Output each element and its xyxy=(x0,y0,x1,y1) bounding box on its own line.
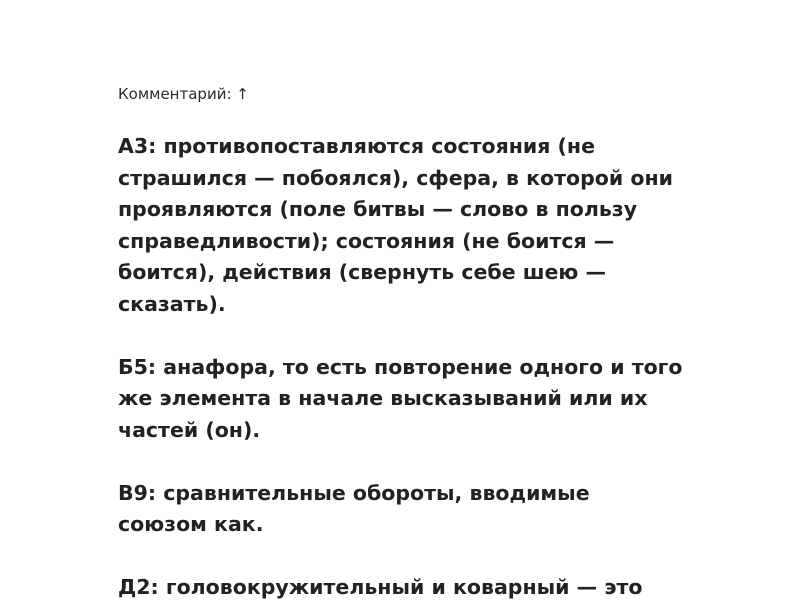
paragraph-key: А3: xyxy=(118,134,157,158)
paragraph-line: головокружительный и коварный — это xyxy=(158,575,643,599)
comment-label: Комментарий: ↑ xyxy=(118,85,249,103)
paragraph-line: справедливости); состояния (не боится — xyxy=(118,228,615,253)
paragraph-line: страшился — побоялся), сфера, в которой они xyxy=(118,165,673,190)
paragraph-a3 xyxy=(118,131,758,320)
paragraph-key: Д2: xyxy=(118,575,159,599)
paragraph-line: противопоставляются состояния (не xyxy=(156,134,595,158)
paragraph-line: сказать). xyxy=(118,291,226,316)
paragraph-line: проявляются (поле битвы — слово в пользу xyxy=(118,197,638,221)
paragraph-line: сравнительные обороты, вводимые xyxy=(156,480,590,505)
paragraph-line: союзом как. xyxy=(118,512,264,536)
paragraph-v9 xyxy=(118,478,758,541)
paragraph-line: анафора, то есть повторение одного и того xyxy=(156,354,683,379)
paragraph-key: В9: xyxy=(118,480,157,505)
paragraph-d2 xyxy=(118,572,758,600)
paragraph-key: Б5: xyxy=(118,354,157,379)
paragraph-line: частей (он). xyxy=(118,417,261,442)
paragraph-b5 xyxy=(118,352,758,447)
paragraph-line: боится), действия (свернуть себе шею — xyxy=(118,260,606,284)
comment-body xyxy=(118,131,758,600)
paragraph-line: же элемента в начале высказываний или их xyxy=(118,386,648,410)
